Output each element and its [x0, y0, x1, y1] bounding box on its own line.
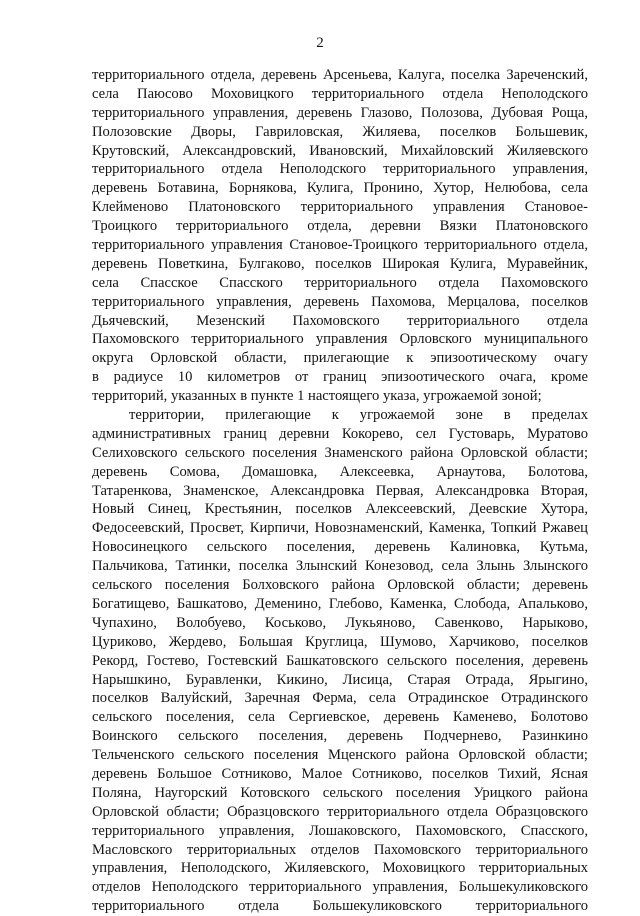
text-line: Воинского сельского поселения, деревень Подчерневo, Разинкино	[92, 728, 588, 745]
text-line: территории, прилегающие к угрожаемой зоне в пределах	[129, 407, 588, 424]
text-line: поселков Валуйский, Заречная Ферма, села Отрадинское Отрадинского	[92, 690, 588, 707]
text-line: Масловского территориальных отделов Пахомовского территориального	[92, 841, 588, 858]
text-line: территориального управления, деревень Глазово, Полозова, Дубовая Роща,	[92, 104, 588, 121]
document-body	[92, 66, 588, 916]
text-line: Новый Синец, Крестьянин, поселков Алексеевский, Деевские Хутора,	[92, 501, 588, 518]
text-line: территорий, указанных в пункте 1 настоящего указа, угрожаемой зоной;	[92, 388, 542, 405]
text-line: Орловской области; Образцовского территориального отдела Образцовского	[92, 803, 588, 820]
text-line: территориального отдела, деревень Арсеньева, Калуга, поселка Зареченский,	[92, 67, 588, 83]
text-line: Татаренкова, Знаменское, Александровка Первая, Александровка Вторая,	[92, 482, 588, 499]
text-line: территориального отдела Большекуликовского территориального	[92, 898, 588, 915]
text-line: округа Орловской области, прилегающие к эпизоотическому очагу	[92, 350, 588, 367]
text-line: села Паюсово Моховицкого территориального отдела Неполодского	[92, 85, 588, 102]
text-line: деревень Большое Сотниково, Малое Сотниково, поселков Тихий, Ясная	[92, 765, 588, 782]
text-line: административных границ деревни Кокорево, сел Густоварь, Муратово	[92, 425, 588, 442]
text-line: Новосинецкого сельского поселения, деревень Калиновка, Кутьма,	[92, 539, 588, 556]
text-line: Тельченского сельского поселения Мценского района Орловской области;	[92, 747, 588, 764]
text-line: Клейменово Платоновского территориального управления Становое-	[92, 199, 588, 216]
text-line: отделов Неполодского территориального управления, Большекуликовского	[92, 879, 588, 896]
text-line: Дьячевский, Мезенский Пахомовского территориального отдела	[92, 312, 588, 329]
text-line: Федосеевский, Просвет, Кирпичи, Новознаменский, Каменка, Топкий Ржавец	[92, 520, 588, 537]
text-line: Рекорд, Гостево, Гостевский Башкатовского сельского поселения, деревень	[92, 652, 588, 669]
text-line: Полозовские Дворы, Гавриловская, Жиляева, поселков Большевик,	[92, 123, 588, 140]
text-line: Богатищево, Башкатово, Деменино, Глебово, Каменка, Слобода, Апальково,	[92, 595, 588, 612]
text-line: Поляна, Наугорский Котовского сельского поселения Урицкого района	[92, 784, 588, 801]
text-line: территориального управления Становое-Троицкого территориального отдела,	[92, 237, 588, 254]
text-line: Селиховского сельского поселения Знаменского района Орловской области;	[92, 444, 588, 461]
text-line: деревень Поветкина, Булгаково, поселков Широкая Кулига, Муравейник,	[92, 255, 588, 272]
text-line: сельского поселения, села Сергиевское, деревень Каменево, Болотово	[92, 709, 588, 726]
text-line: территориального управления, Лошаковского, Пахомовского, Спасского,	[92, 822, 588, 839]
text-line: Нарышкино, Буравленки, Кикино, Лисица, Старая Отрада, Ярыгино,	[92, 671, 588, 688]
page-number: 2	[316, 35, 324, 51]
text-line: Троицкого территориального отдела, деревни Вязки Платоновского	[92, 218, 588, 235]
text-line: территориального управления, деревень Пахомова, Мерцалова, поселков	[92, 293, 588, 310]
text-line: сельского поселения Болховского района Орловской области; деревень	[92, 577, 588, 594]
text-line: управления, Неполодского, Жиляевского, Моховицкого территориальных	[92, 860, 588, 877]
text-line: деревень Сомова, Домашовка, Алексеевка, Арнаутова, Болотова,	[92, 463, 588, 480]
text-line: территориального отдела Неполодского территориального управления,	[92, 161, 588, 178]
text-line: в радиусе 10 километров от границ эпизоотического очага, кроме	[92, 369, 588, 386]
text-line: Пахомовского территориального управления Орловского муниципального	[92, 331, 588, 348]
text-line: села Спасское Спасского территориального отдела Пахомовского	[92, 274, 588, 291]
text-line: Крутовский, Александровский, Ивановский, Михайловский Жиляевского	[92, 142, 588, 159]
text-line: Чупахино, Волобуево, Коськово, Лукьяново, Савенково, Нарыково,	[92, 614, 588, 631]
text-line: деревень Ботавина, Борнякова, Кулига, Пронино, Хутор, Нелюбова, села	[92, 180, 588, 197]
text-line: Цуриково, Жердево, Большая Круглица, Шумово, Харчиково, поселков	[92, 633, 588, 650]
text-line: Пальчикова, Татинки, поселка Злынский Конезовод, села Злынь Злынского	[92, 558, 588, 575]
